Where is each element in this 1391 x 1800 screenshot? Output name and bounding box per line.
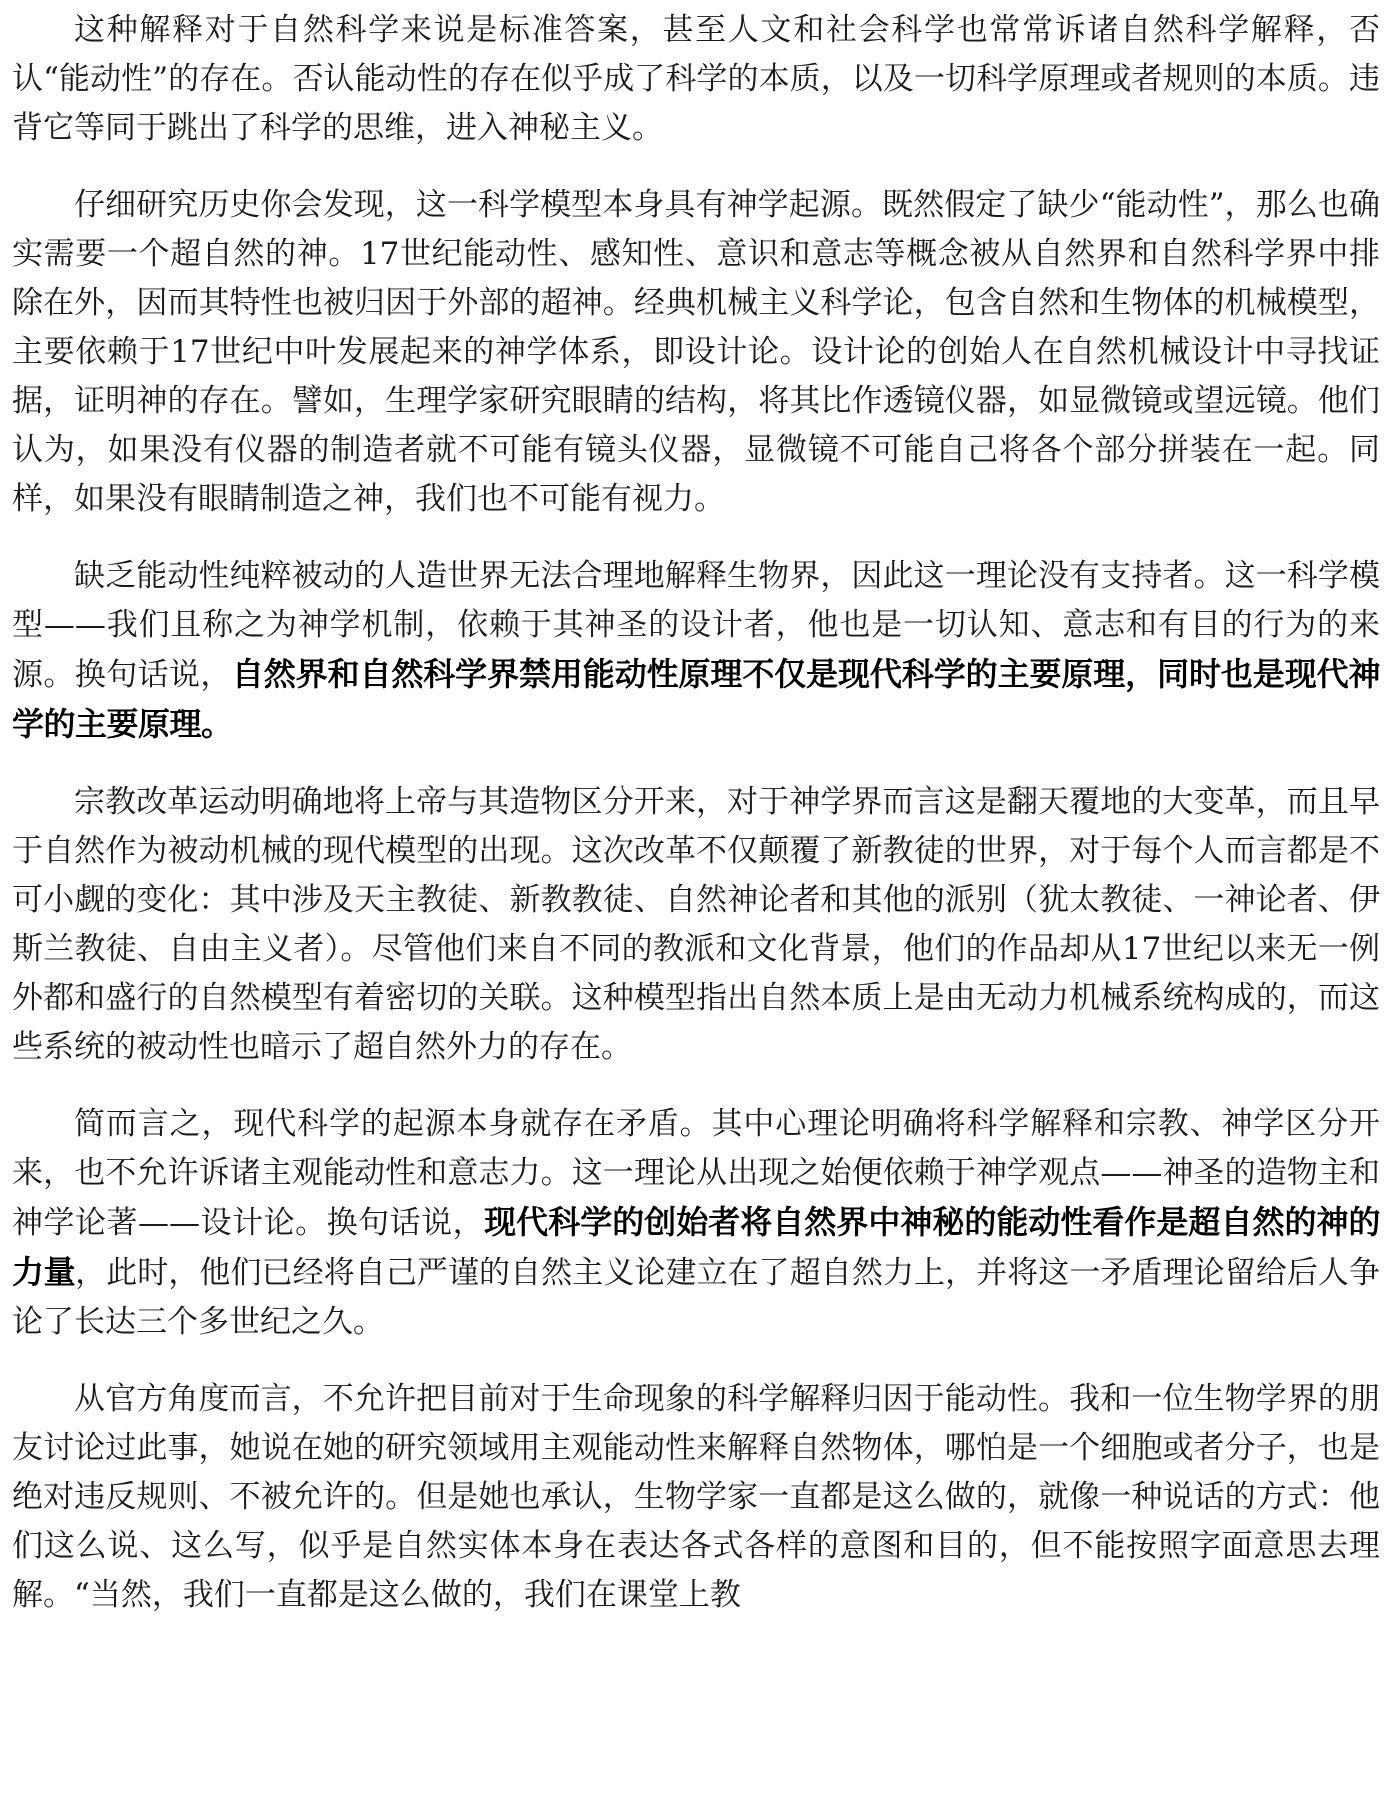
- document-page: [12, 6, 1380, 1648]
- paragraph-2-text: 仔细研究历史你会发现，这一科学模型本身具有神学起源。既然假定了缺少“能动性”，那么也确实需要一个超自然的神。17世纪能动性、感知性、意识和意志等概念被从自然界和自然科学界中排除在外，因而其特性也被归因于外部的超神。经典机械主义科学论，包含自然和生物体的机械模型，主要依赖于17世纪中叶发展起来的神学体系，即设计论。设计论的创始人在自然机械设计中寻找证据，证明神的存在。譬如，生理学家研究眼睛的结构，将其比作透镜仪器，如显微镜或望远镜。他们认为，如果没有仪器的制造者就不可能有镜头仪器，显微镜不可能自己将各个部分拼装在一起。同样，如果没有眼睛制造之神，我们也不可能有视力。: [12, 187, 1380, 517]
- paragraph-6: [12, 1375, 1380, 1620]
- paragraph-4: [12, 778, 1380, 1072]
- paragraph-3-text: 缺乏能动性纯粹被动的人造世界无法合理地解释生物界，因此这一理论没有支持者。这一科学模型——我们且称之为神学机制，依赖于其神圣的设计者，他也是一切认知、意志和有目的行为的来源。换句话说，: [12, 558, 1380, 693]
- paragraph-2: [12, 181, 1380, 524]
- paragraph-3: [12, 552, 1380, 750]
- paragraph-6-text: 从官方角度而言，不允许把目前对于生命现象的科学解释归因于能动性。我和一位生物学界的朋友讨论过此事，她说在她的研究领域用主观能动性来解释自然物体，哪怕是一个细胞或者分子，也是绝对违反规则、不被允许的。但是她也承认，生物学家一直都是这么做的，就像一种说话的方式：他们这么说、这么写，似乎是自然实体本身在表达各式各样的意图和目的，但不能按照字面意思去理解。“当然，我们一直都是这么做的，我们在课堂上教: [12, 1381, 1380, 1613]
- paragraph-5: [12, 1100, 1380, 1347]
- paragraph-1-text: 这种解释对于自然科学来说是标准答案，甚至人文和社会科学也常常诉诸自然科学解释，否认“能动性”的存在。否认能动性的存在似乎成了科学的本质，以及一切科学原理或者规则的本质。违背它等同于跳出了科学的思维，进入神秘主义。: [12, 12, 1380, 146]
- paragraph-5-text: 简而言之，现代科学的起源本身就存在矛盾。其中心理论明确将科学解释和宗教、神学区分开来，也不允许诉诸主观能动性和意志力。这一理论从出现之始便依赖于神学观点——神圣的造物主和神学论著——设计论。换句话说，: [12, 1106, 1380, 1241]
- paragraph-1: [12, 6, 1380, 153]
- paragraph-5-text-tail: ，此时，他们已经将自己严谨的自然主义论建立在了超自然力上，并将这一矛盾理论留给后人争论了长达三个多世纪之久。: [12, 1255, 1380, 1340]
- paragraph-5-bold-emphasis: 现代科学的创始者将自然界中神秘的能动性看作是超自然的神的力量: [12, 1203, 1380, 1291]
- paragraph-3-bold-emphasis: 自然界和自然科学界禁用能动性原理不仅是现代科学的主要原理，同时也是现代神学的主要原理。: [12, 655, 1380, 743]
- paragraph-4-text: 宗教改革运动明确地将上帝与其造物区分开来，对于神学界而言这是翻天覆地的大变革，而且早于自然作为被动机械的现代模型的出现。这次改革不仅颠覆了新教徒的世界，对于每个人而言都是不可小觑的变化：其中涉及天主教徒、新教教徒、自然神论者和其他的派别（犹太教徒、一神论者、伊斯兰教徒、自由主义者）。尽管他们来自不同的教派和文化背景，他们的作品却从17世纪以来无一例外都和盛行的自然模型有着密切的关联。这种模型指出自然本质上是由无动力机械系统构成的，而这些系统的被动性也暗示了超自然外力的存在。: [12, 784, 1380, 1065]
